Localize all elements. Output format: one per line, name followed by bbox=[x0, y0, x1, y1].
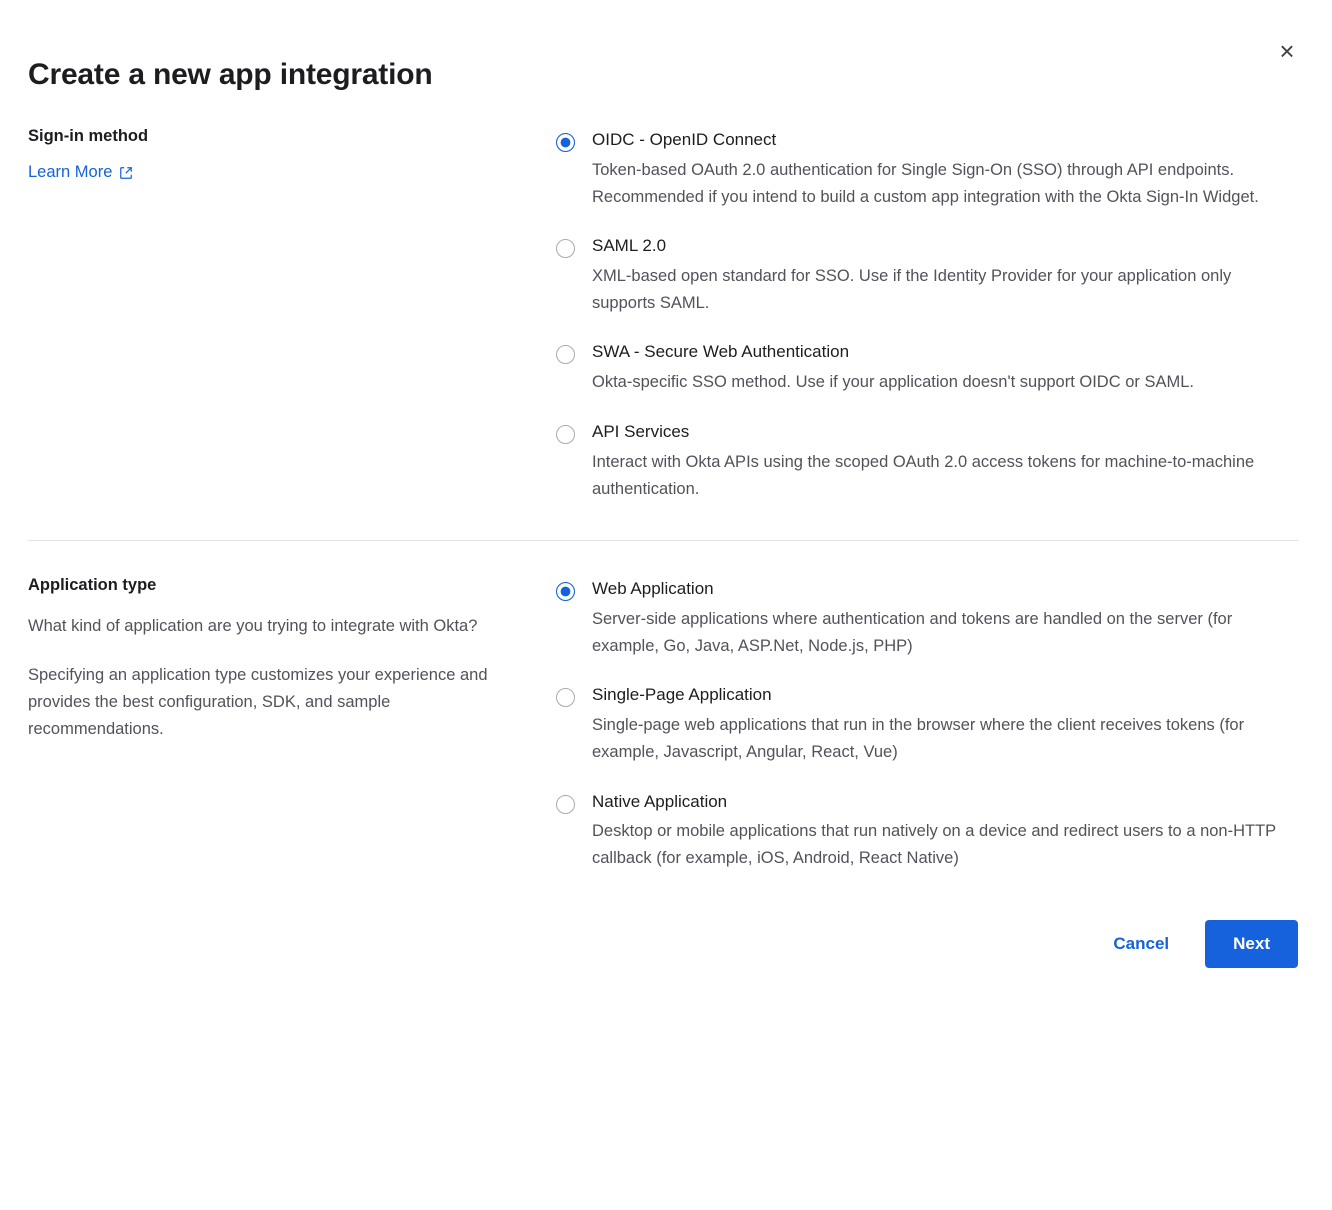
option-description: Desktop or mobile applications that run natively on a device and redirect users to a non-HTTP callback (for example, iOS, Android, React Native) bbox=[592, 822, 1276, 868]
option-title: SWA - Secure Web Authentication bbox=[592, 342, 850, 362]
sign-in-method-left bbox=[28, 126, 556, 502]
option-description: Interact with Okta APIs using the scoped OAuth 2.0 access tokens for machine-to-machine authentication. bbox=[592, 452, 1255, 498]
option-title: Web Application bbox=[592, 579, 714, 599]
radio-icon[interactable] bbox=[556, 795, 575, 814]
radio-option-saml[interactable] bbox=[556, 234, 1298, 316]
option-body bbox=[592, 234, 1298, 316]
radio-option-swa[interactable] bbox=[556, 340, 1298, 396]
next-button[interactable]: Next bbox=[1205, 920, 1298, 968]
option-body bbox=[592, 683, 1298, 765]
close-icon[interactable]: × bbox=[1270, 34, 1304, 68]
learn-more-label: Learn More bbox=[28, 163, 113, 182]
option-title: Native Application bbox=[592, 791, 728, 811]
application-type-description-2: Specifying an application type customizes your experience and provides the best configuration, SDK, and sample recommendations. bbox=[28, 665, 488, 739]
option-description: Single-page web applications that run in the browser where the client receives tokens (for example, Javascript, Angular, React, Vue) bbox=[592, 716, 1245, 761]
option-description: Server-side applications where authentication and tokens are handled on the server (for example, Go, Java, ASP.Net, Node.js, PHP) bbox=[592, 610, 1233, 655]
option-title: SAML 2.0 bbox=[592, 236, 667, 256]
sign-in-method-label: Sign-in method bbox=[28, 127, 149, 145]
radio-icon[interactable] bbox=[556, 345, 575, 364]
cancel-button[interactable]: Cancel bbox=[1099, 924, 1183, 964]
application-type-description-1: What kind of application are you trying to integrate with Okta? bbox=[28, 616, 478, 635]
radio-option-native-application[interactable] bbox=[556, 790, 1298, 872]
option-body bbox=[592, 340, 1298, 396]
page-title: Create a new app integration bbox=[28, 58, 433, 91]
option-title: API Services bbox=[592, 421, 690, 441]
radio-icon[interactable] bbox=[556, 582, 575, 601]
option-body bbox=[592, 577, 1298, 659]
application-type-section bbox=[0, 541, 1332, 872]
radio-icon[interactable] bbox=[556, 239, 575, 258]
option-body bbox=[592, 790, 1298, 872]
option-description: Okta-specific SSO method. Use if your application doesn't support OIDC or SAML. bbox=[592, 373, 1194, 392]
radio-option-web-application[interactable] bbox=[556, 577, 1298, 659]
radio-icon[interactable] bbox=[556, 425, 575, 444]
application-type-label: Application type bbox=[28, 576, 157, 595]
option-body bbox=[592, 128, 1298, 210]
option-description: Token-based OAuth 2.0 authentication for Single Sign-On (SSO) through API endpoints. Recommended if you intend to build a custom app integration with the Okta Sign-In Widget. bbox=[592, 160, 1259, 206]
radio-option-single-page-application[interactable] bbox=[556, 683, 1298, 765]
application-type-left bbox=[28, 575, 556, 872]
learn-more-link[interactable] bbox=[28, 163, 133, 182]
dialog-footer bbox=[0, 872, 1332, 1008]
option-title: Single-Page Application bbox=[592, 685, 772, 705]
radio-icon[interactable] bbox=[556, 688, 575, 707]
option-description: XML-based open standard for SSO. Use if the Identity Provider for your application only supports SAML. bbox=[592, 267, 1232, 312]
option-body bbox=[592, 420, 1298, 502]
application-type-options bbox=[556, 575, 1298, 872]
radio-icon[interactable] bbox=[556, 133, 575, 152]
radio-option-oidc[interactable] bbox=[556, 128, 1298, 210]
option-title: OIDC - OpenID Connect bbox=[592, 130, 777, 149]
sign-in-method-options bbox=[556, 126, 1298, 502]
sign-in-method-section bbox=[0, 92, 1332, 502]
external-link-icon bbox=[119, 166, 133, 180]
radio-option-api-services[interactable] bbox=[556, 420, 1298, 502]
